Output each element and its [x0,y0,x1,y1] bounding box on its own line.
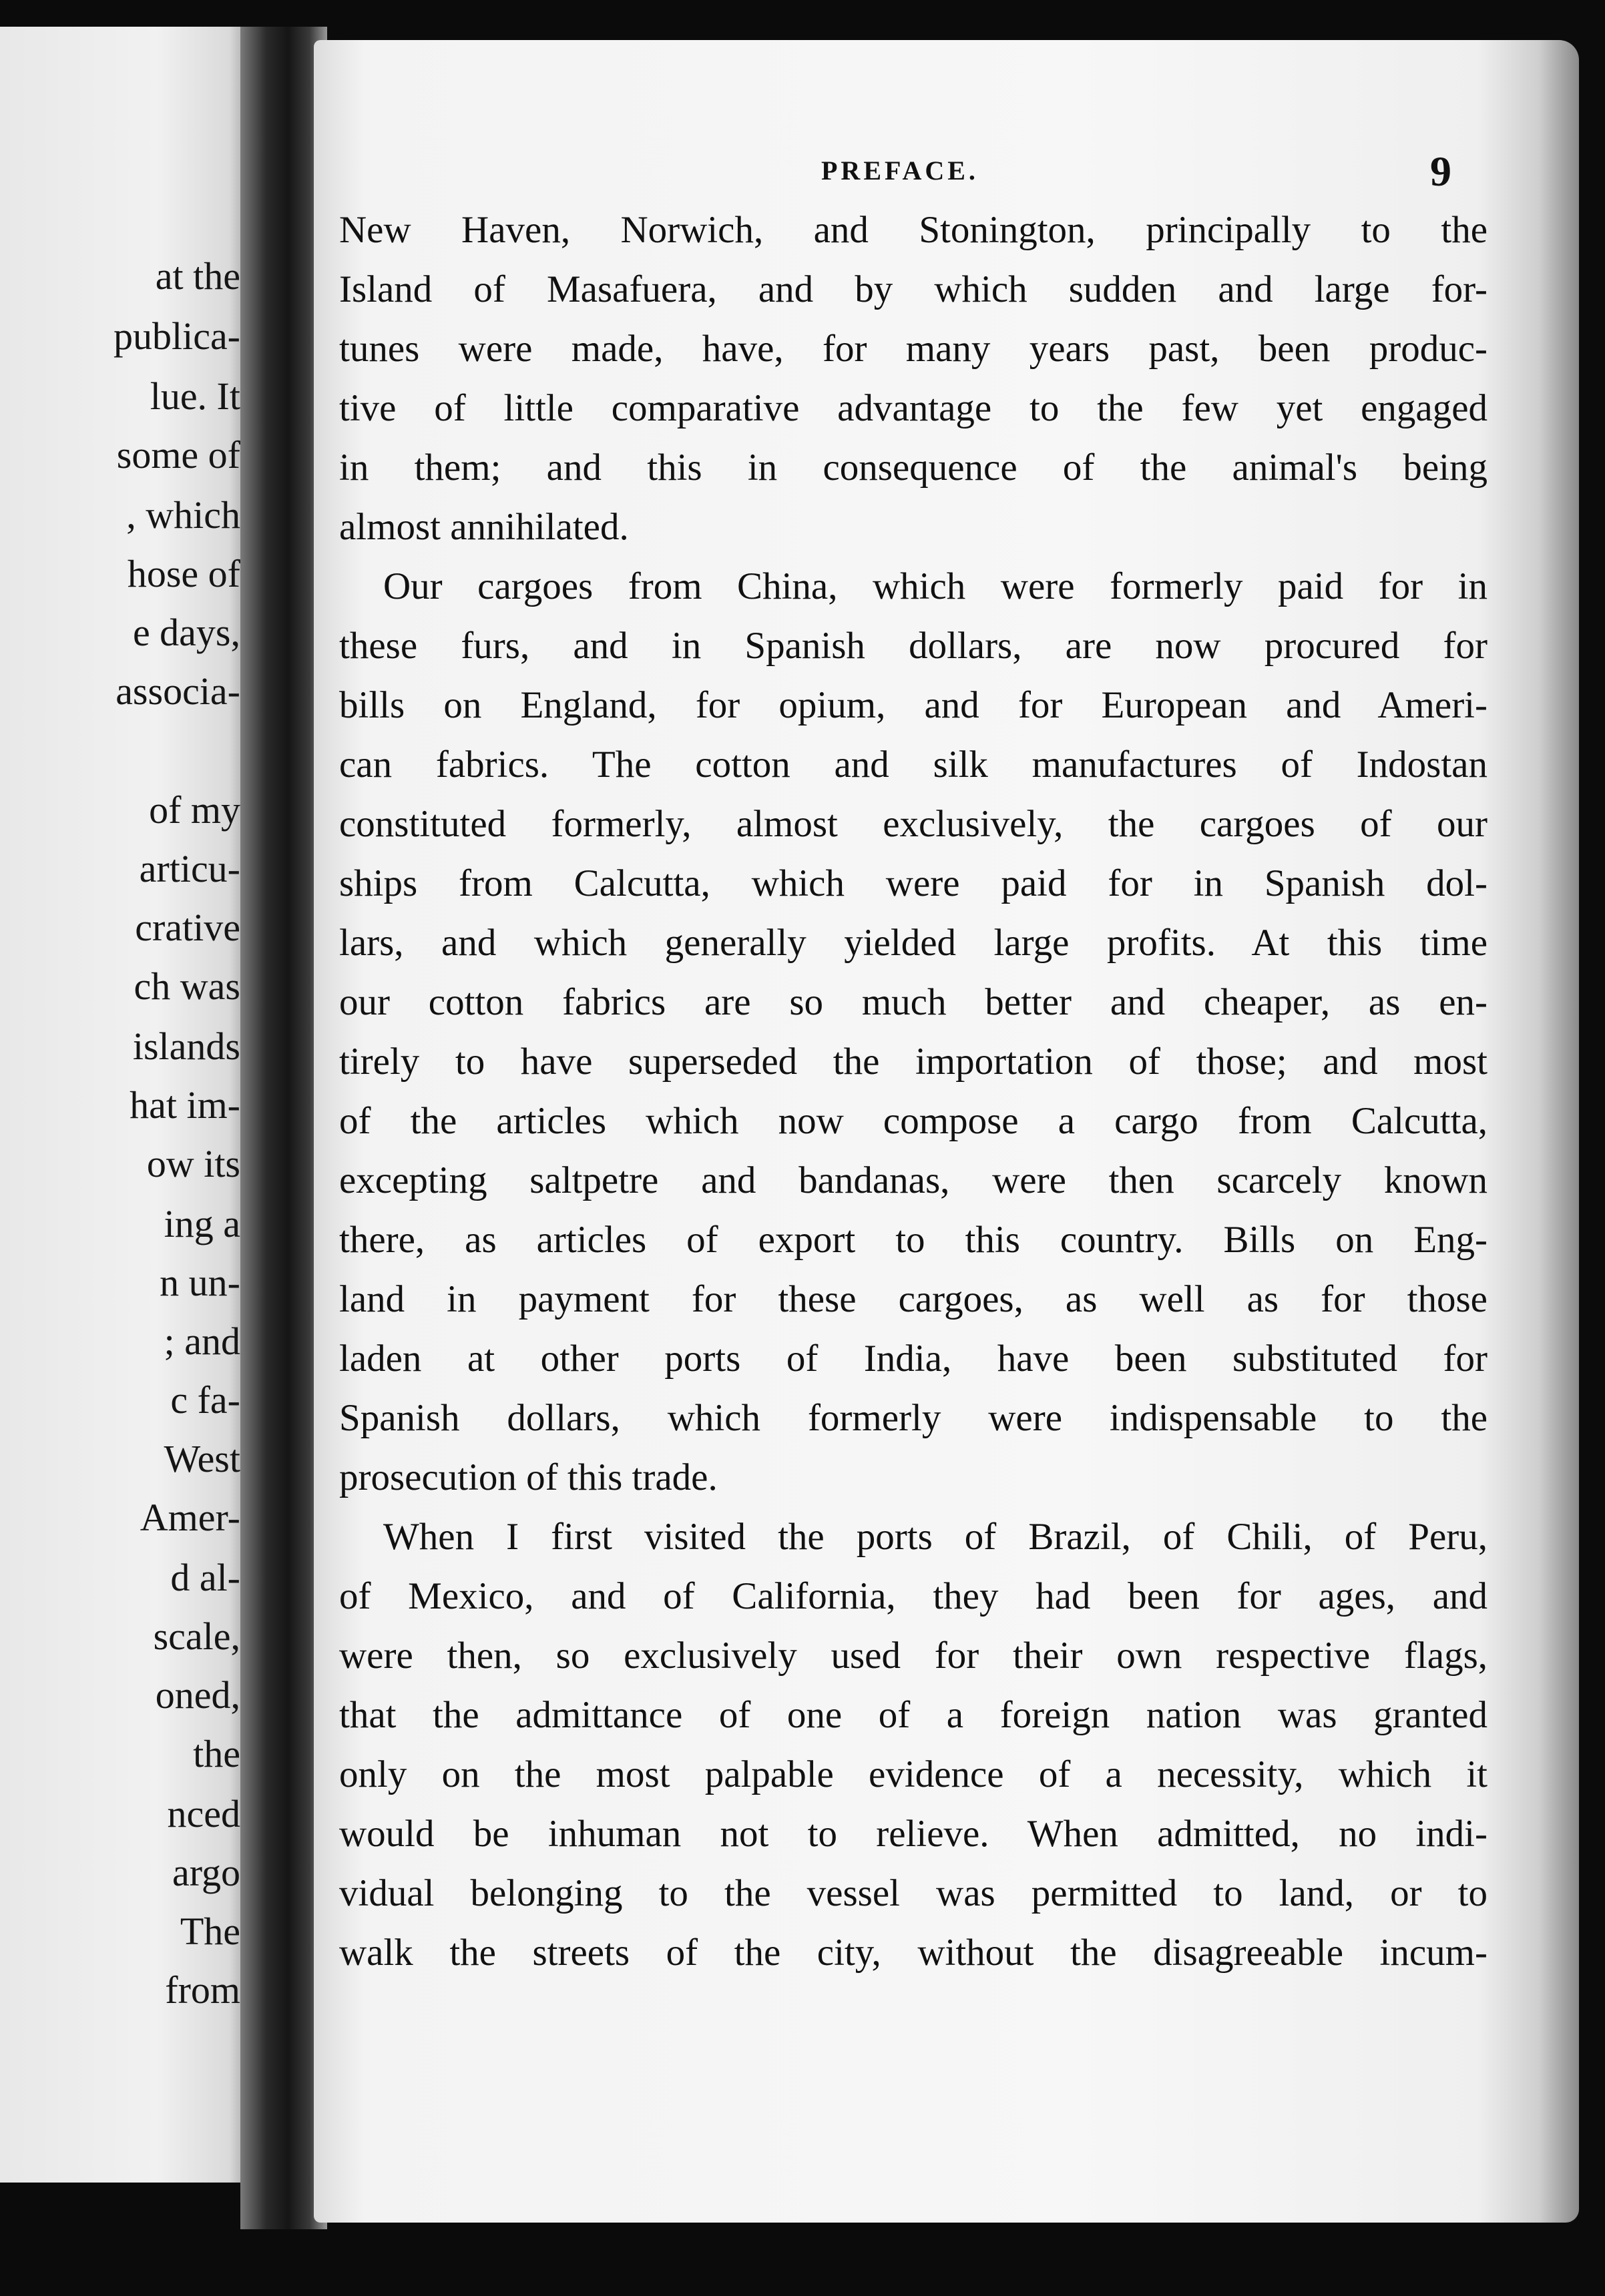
text-line: in them; and this in consequence of the animal's being [339,447,1487,489]
previous-page-line: West [164,1437,240,1480]
text-line: tive of little comparative advantage to the few yet engaged [339,387,1487,429]
previous-page-line: The [180,1910,240,1953]
running-head [314,148,1579,195]
text-line: these furs, and in Spanish dollars, are now procured for [339,625,1487,667]
text-line: ships from Calcutta, which were paid for in Spanish dol- [339,862,1487,904]
previous-page-text [0,27,240,2183]
text-line: only on the most palpable evidence of a necessity, which it [339,1753,1487,1795]
text-line: Island of Masafuera, and by which sudden and large for- [339,268,1487,310]
text-line: would be inhuman not to relieve. When admitted, no indi- [339,1813,1487,1855]
text-line: bills on England, for opium, and for European and Ameri- [339,684,1487,726]
previous-page-line: of my [149,788,240,832]
text-line: tunes were made, have, for many years past, been produc- [339,328,1487,370]
previous-page-line: c fa- [170,1378,240,1422]
previous-page-line: ing a [164,1202,240,1245]
page-number: 9 [1430,148,1451,195]
previous-page-line: hose of [127,552,240,595]
previous-page-line: islands [132,1025,240,1068]
text-line: there, as articles of export to this country. Bills on Eng- [339,1219,1487,1261]
previous-page-line: at the [155,254,240,298]
previous-page-fragment [0,27,260,2183]
text-line: can fabrics. The cotton and silk manufactures of Indostan [339,744,1487,786]
text-line: Our cargoes from China, which were formerly paid for in [383,565,1487,607]
text-line: laden at other ports of India, have been substituted for [339,1338,1487,1380]
text-line: prosecution of this trade. [339,1456,718,1498]
previous-page-line: scale, [153,1615,240,1658]
text-line: our cotton fabrics are so much better and cheaper, as en- [339,981,1487,1023]
page-9 [314,40,1579,2223]
previous-page-line: , which [126,493,240,537]
text-line: vidual belonging to the vessel was permitted to land, or to [339,1872,1487,1914]
previous-page-line: lue. It [150,374,240,418]
text-line: When I first visited the ports of Brazil, of Chili, of Peru, [383,1516,1487,1558]
text-line: were then, so exclusively used for their own respective flags, [339,1635,1487,1677]
page-body [339,200,1487,1982]
text-line: of the articles which now compose a cargo from Calcutta, [339,1100,1487,1142]
text-line: Spanish dollars, which formerly were indispensable to the [339,1397,1487,1439]
text-line: of Mexico, and of California, they had been for ages, and [339,1575,1487,1617]
text-line: land in payment for these cargoes, as well as for those [339,1278,1487,1320]
text-line: constituted formerly, almost exclusively, the cargoes of our [339,803,1487,845]
text-line: tirely to have superseded the importation of those; and most [339,1041,1487,1083]
previous-page-line: d al- [170,1556,240,1599]
text-line: walk the streets of the city, without the disagreeable incum- [339,1932,1487,1974]
page-edge-shadow [1539,40,1579,2223]
previous-page-line: e days, [132,611,240,654]
previous-page-line: publica- [113,314,240,358]
previous-page-line: Amer- [140,1496,240,1539]
text-line: New Haven, Norwich, and Stonington, principally to the [339,209,1487,251]
previous-page-line: crative [135,906,240,949]
previous-page-line: argo [172,1851,240,1894]
text-line: excepting saltpetre and bandanas, were then scarcely known [339,1159,1487,1201]
previous-page-line: ow its [146,1142,240,1185]
previous-page-line: articu- [139,847,240,890]
text-line: that the admittance of one of a foreign nation was granted [339,1694,1487,1736]
text-line: almost annihilated. [339,506,629,548]
previous-page-line: ; and [164,1320,240,1363]
previous-page-line: ch was [134,964,240,1008]
previous-page-line: oned, [155,1673,240,1717]
previous-page-line: the [193,1732,240,1775]
previous-page-line: hat im- [130,1083,240,1127]
previous-page-line: some of [116,433,240,477]
running-title: PREFACE. [821,156,979,186]
text-line: lars, and which generally yielded large profits. At this time [339,922,1487,964]
previous-page-line: associa- [116,669,240,713]
previous-page-line: from [165,1968,240,2012]
previous-page-line: n un- [160,1261,240,1304]
previous-page-line: nced [167,1792,240,1835]
